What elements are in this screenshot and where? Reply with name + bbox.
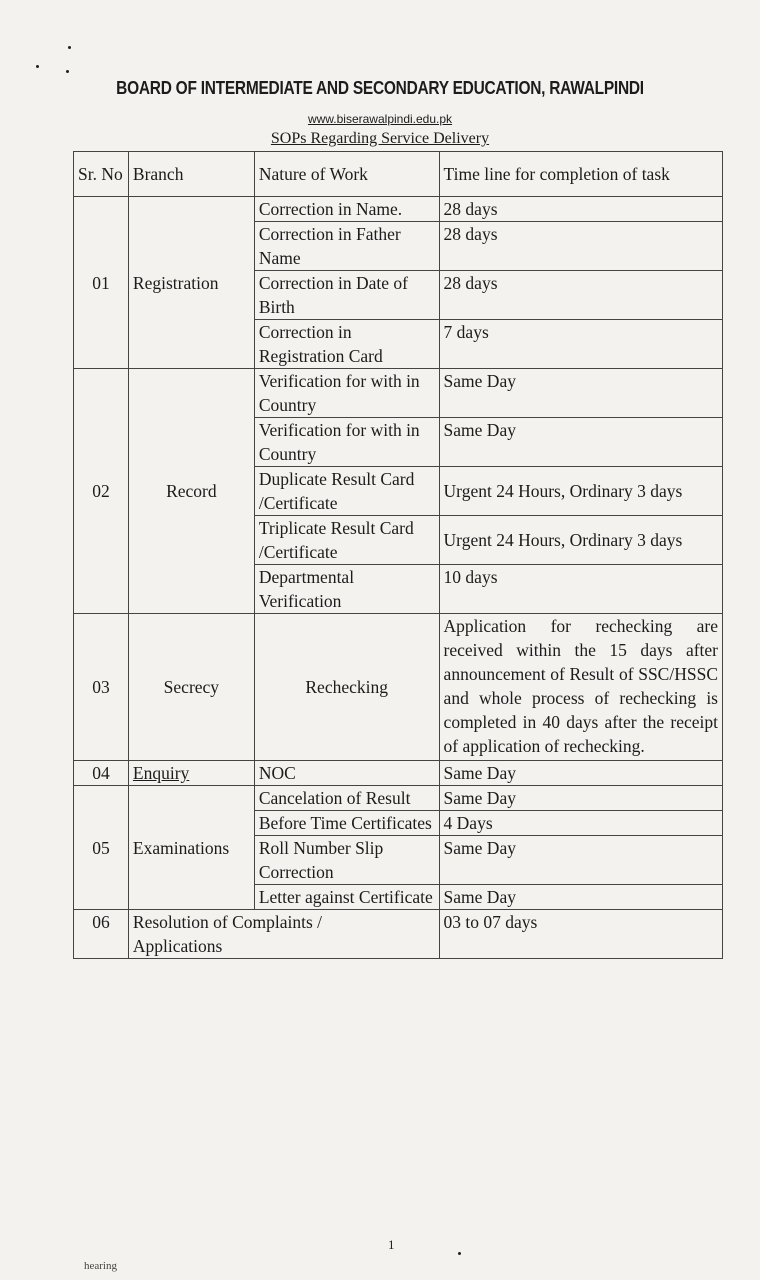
page-number: 1: [388, 1237, 395, 1252]
time-cell: Same Day: [439, 786, 722, 811]
column-header-branch: Branch: [128, 152, 254, 197]
column-header-time: Time line for completion of task: [439, 152, 722, 197]
time-cell: Application for rechecking are received within the 15 days after announcement of Result of SSC/HSSC and whole process of rechecking is completed in 40 days after the receipt of application of rechecking.: [439, 614, 722, 761]
time-cell: Same Day: [439, 369, 722, 418]
work-cell: Rechecking: [254, 614, 439, 761]
table-row: [74, 614, 723, 761]
corner-note: hearing: [84, 1260, 117, 1272]
work-cell: Correction in Registration Card: [254, 320, 439, 369]
scan-speck: [458, 1252, 461, 1255]
work-cell: Roll Number Slip Correction: [254, 836, 439, 885]
scan-speck: [66, 70, 69, 73]
sr-no: 03: [74, 614, 129, 761]
time-cell: Same Day: [439, 418, 722, 467]
time-cell: 10 days: [439, 565, 722, 614]
branch-cell: Record: [128, 369, 254, 614]
branch-cell: Secrecy: [128, 614, 254, 761]
branch-cell: Resolution of Complaints / Applications: [128, 910, 439, 959]
branch-cell: Registration: [128, 197, 254, 369]
table-row: [74, 910, 723, 959]
sop-table: [73, 151, 723, 959]
sr-no: 01: [74, 197, 129, 369]
time-cell: 7 days: [439, 320, 722, 369]
work-cell: Correction in Father Name: [254, 222, 439, 271]
branch-cell: Enquiry: [128, 761, 254, 786]
sr-no: 05: [74, 786, 129, 910]
time-cell: Same Day: [439, 761, 722, 786]
branch-cell: Examinations: [128, 786, 254, 910]
sr-no: 02: [74, 369, 129, 614]
time-cell: 28 days: [439, 271, 722, 320]
time-cell: Same Day: [439, 885, 722, 910]
work-cell: Verification for with in Country: [254, 418, 439, 467]
scan-speck: [68, 46, 71, 49]
work-cell: Correction in Name.: [254, 197, 439, 222]
time-cell: Urgent 24 Hours, Ordinary 3 days: [439, 467, 722, 516]
table-row: [74, 761, 723, 786]
time-cell: Same Day: [439, 836, 722, 885]
work-cell: Duplicate Result Card /Certificate: [254, 467, 439, 516]
work-cell: Triplicate Result Card /Certificate: [254, 516, 439, 565]
time-cell: 03 to 07 days: [439, 910, 722, 959]
column-header-work: Nature of Work: [254, 152, 439, 197]
page-title: BOARD OF INTERMEDIATE AND SECONDARY EDUCATION, RAWALPINDI: [116, 78, 644, 98]
website-url: www.biserawalpindi.edu.pk: [307, 112, 453, 126]
document-subtitle: SOPs Regarding Service Delivery: [270, 130, 490, 147]
work-cell: Before Time Certificates: [254, 811, 439, 836]
time-cell: 4 Days: [439, 811, 722, 836]
work-cell: Correction in Date of Birth: [254, 271, 439, 320]
table-row: [74, 197, 723, 222]
table-row: [74, 786, 723, 811]
work-cell: NOC: [254, 761, 439, 786]
table-header-row: [74, 152, 723, 197]
table-row: [74, 369, 723, 418]
work-cell: Verification for with in Country: [254, 369, 439, 418]
sr-no: 04: [74, 761, 129, 786]
column-header-sr: Sr. No: [74, 152, 129, 197]
time-cell: 28 days: [439, 197, 722, 222]
scan-speck: [36, 65, 39, 68]
work-cell: Departmental Verification: [254, 565, 439, 614]
time-cell: Urgent 24 Hours, Ordinary 3 days: [439, 516, 722, 565]
sr-no: 06: [74, 910, 129, 959]
time-cell: 28 days: [439, 222, 722, 271]
work-cell: Cancelation of Result: [254, 786, 439, 811]
work-cell: Letter against Certificate: [254, 885, 439, 910]
